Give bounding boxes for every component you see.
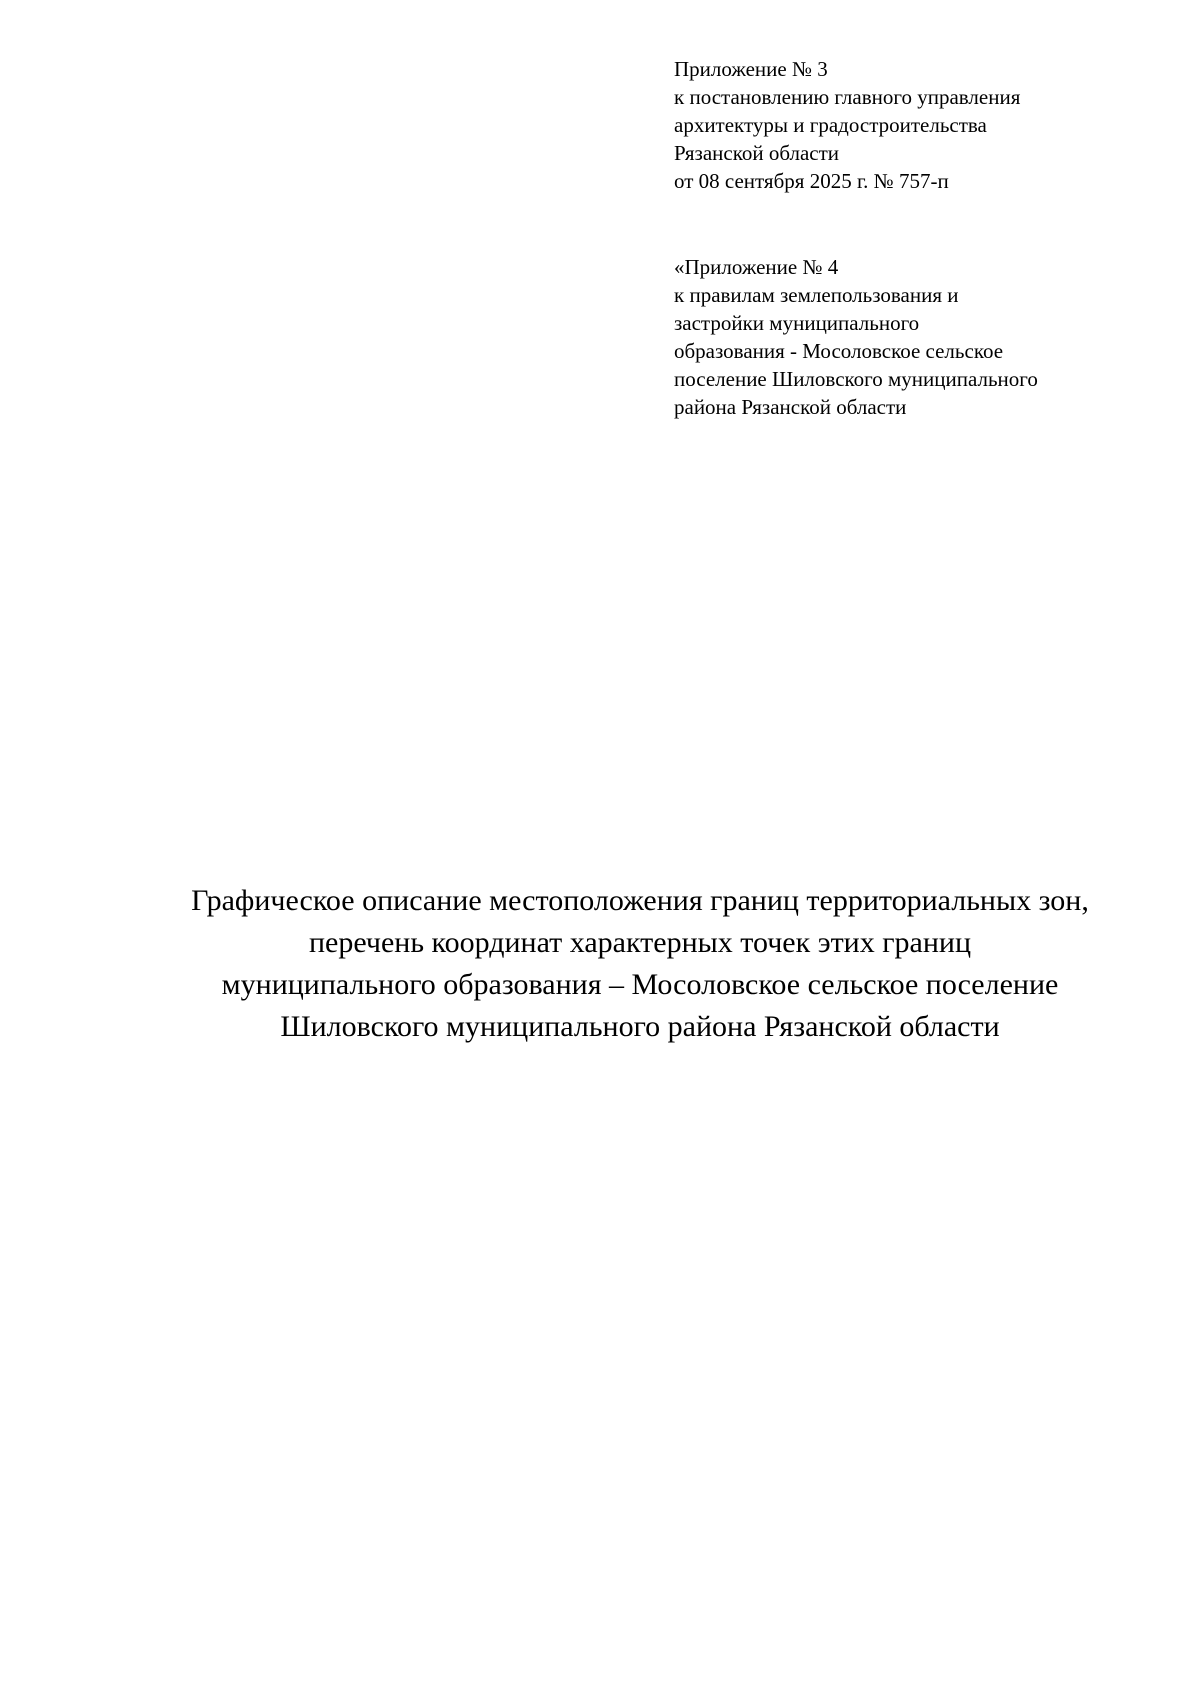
annex-4-line: района Рязанской области — [674, 395, 907, 419]
annex-3-line: архитектуры и градостроительства — [674, 113, 987, 137]
annex-3-line: от 08 сентября 2025 г. № 757-п — [674, 169, 949, 193]
annex-4-line: «Приложение № 4 — [674, 255, 839, 279]
annex-3-line: к постановлению главного управления — [674, 85, 1021, 109]
document-title-line: Графическое описание местоположения границ территориальных зон, — [191, 884, 1089, 917]
annex-4-line: поселение Шиловского муниципального — [674, 367, 1038, 391]
annex-4-header — [674, 253, 1144, 421]
annex-4-line: к правилам землепользования и — [674, 283, 959, 307]
annex-3-line: Рязанской области — [674, 141, 840, 165]
document-title — [100, 880, 1180, 1048]
document-title-line: перечень координат характерных точек этих границ — [308, 926, 972, 959]
annex-4-line: образования - Мосоловское сельское — [674, 339, 1004, 363]
annex-3-header — [674, 55, 1144, 195]
document-title-line: муниципального образования – Мосоловское сельское поселение — [221, 968, 1059, 1001]
document-title-line: Шиловского муниципального района Рязанской области — [280, 1010, 1000, 1043]
annex-4-line: застройки муниципального — [674, 311, 920, 335]
annex-3-line: Приложение № 3 — [674, 57, 828, 81]
